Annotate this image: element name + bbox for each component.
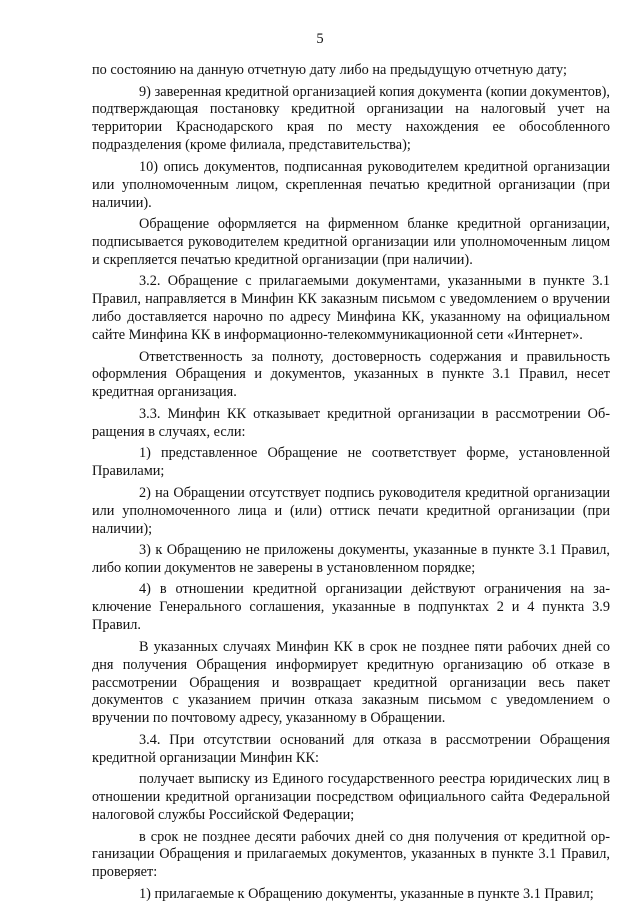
paragraph-3-4: 3.4. При отсутствии оснований для отказа в рассмотрении Обращения кредитной организации Минфин КК: — [92, 731, 610, 766]
page-number: 5 — [316, 31, 324, 47]
paragraph-refusal-1: 1) представленное Обращение не соответствует форме, установленной Правилами; — [92, 445, 610, 480]
paragraph-check-deadline: в срок не позднее десяти рабочих дней со дня получения от кредитной организации Обращения и прилагаемых документов, указанных в пункте 3.1 Правил, проверяет: — [92, 828, 610, 881]
paragraph-refusal-notice: В указанных случаях Минфин КК в срок не позднее пяти рабочих дней со дня получения Обращения информирует кредитную организацию об отказе в рассмотрении Обращения и возвращает кредитной организации весь пакет документов с указанием причин отказа заказным письмом с уведомлением о вручении по почтовому адресу, указанному в Обращении. — [92, 638, 610, 727]
paragraph-refusal-2: 2) на Обращении отсутствует подпись руководителя кредитной организации или уполномоченного лица и (или) оттиск печати кредитной организации (при наличии); — [92, 484, 610, 537]
paragraph-item-9: 9) заверенная кредитной организацией копия документа (копии документов), подтверждающая постановку кредитной организации на налоговый учет на территории Краснодарского края по месту нахождения ее обособленного подразделения (кроме филиала, представительства); — [92, 83, 610, 154]
paragraph-continuation: по состоянию на данную отчетную дату либо на предыдущую отчетную дату; — [92, 62, 567, 78]
paragraph-responsibility: Ответственность за полноту, достоверность содержания и правильность оформления Обращения и документов, указанных в пункте 3.1 Правил, несет кредитная организация. — [92, 348, 610, 401]
document-body — [92, 62, 610, 907]
paragraph-check-1: 1) прилагаемые к Обращению документы, указанные в пункте 3.1 Правил; — [139, 885, 594, 902]
paragraph-refusal-4: 4) в отношении кредитной организации действуют ограничения на заключение Генерального соглашения, указанные в подпунктах 2 и 4 пункта 3.9 Правил. — [92, 581, 610, 634]
paragraph-refusal-3: 3) к Обращению не приложены документы, указанные в пункте 3.1 Правил, либо копии документов не заверены в установленном порядке; — [92, 542, 610, 576]
paragraph-egrul-extract: получает выписку из Единого государственного реестра юридических лиц в отношении кредитной организации посредством официального сайта Федеральной налоговой службы Российской Федерации; — [92, 771, 610, 824]
paragraph-3-2: 3.2. Обращение с прилагаемыми документами, указанными в пункте 3.1 Правил, направляется в Минфин КК заказным письмом с уведомлением о вручении либо доставляется нарочно по адресу Минфина КК, указанному на официальном сайте Минфина КК в информационно-телекоммуникационной сети «Интернет». — [92, 273, 610, 344]
paragraph-item-10: 10) опись документов, подписанная руководителем кредитной организации или уполномоченным лицом, скрепленная печатью кредитной организации (при наличии). — [92, 158, 610, 211]
paragraph-3-3: 3.3. Минфин КК отказывает кредитной организации в рассмотрении Обращения в случаях, если: — [92, 405, 610, 440]
paragraph-letterhead: Обращение оформляется на фирменном бланке кредитной организации, подписывается руководителем кредитной организации или уполномоченным лицом и скрепляется печатью кредитной организации (при наличии). — [92, 216, 610, 268]
